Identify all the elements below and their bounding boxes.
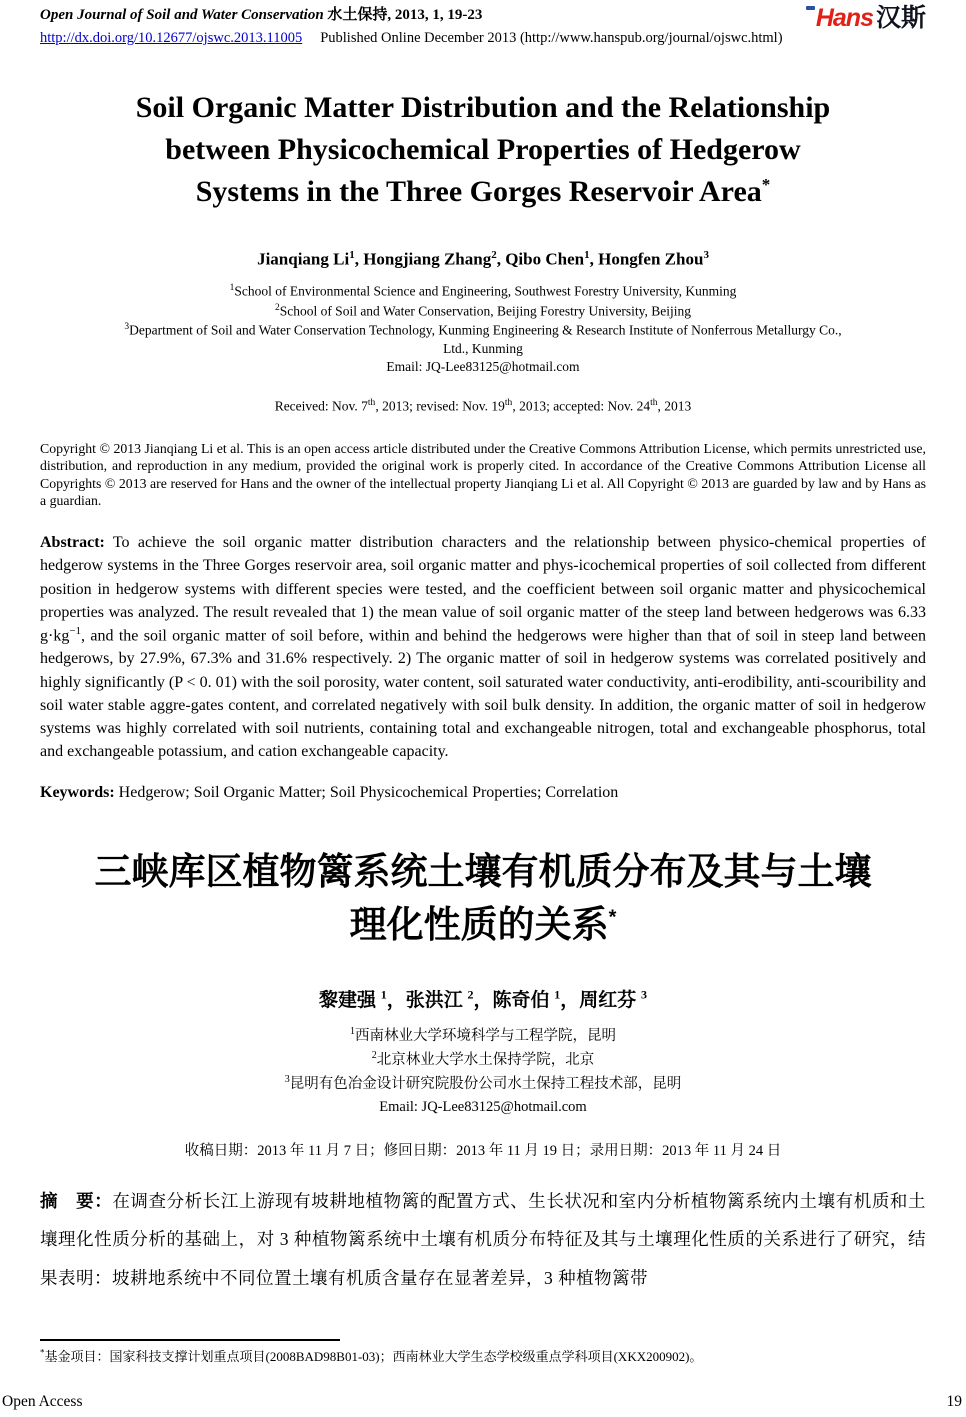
author-name: , Hongjiang Zhang — [354, 249, 492, 269]
affiliations-block-zh — [40, 1024, 926, 1119]
affiliation-mark: 2 — [274, 302, 280, 313]
page-footer — [2, 1393, 962, 1411]
hans-logo-zh: 汉斯 — [875, 4, 926, 32]
affiliation-text: School of Soil and Water Conservation, Beijing Forestry University, Beijing — [279, 303, 692, 318]
affiliation-mark: 3 — [124, 321, 130, 332]
affiliation-line-zh — [40, 1072, 926, 1096]
copyright-notice: Copyright © 2013 Jianqiang Li et al. This is an open access article distributed under the Creative Commons Attribution License, which permits unrestricted use, distribution, and reproduction in any medium, provided the original work is properly cited. In accordance of the Creative Commons Attribution License all Copyrights © 2013 are reserved for Hans and the owner of the intellectual property Jianqiang Li et al. All Copyright © 2013 are guarded by law and by Hans as a guardian. — [40, 440, 926, 509]
author-affil-mark: 1 — [554, 988, 561, 1003]
page-number: 19 — [946, 1393, 962, 1410]
journal-header-left — [40, 4, 783, 50]
hans-logo-red: Hans — [815, 4, 873, 32]
affiliation-text-zh: 西南林业大学环境科学与工程学院，昆明 — [355, 1028, 616, 1045]
affiliation-mark: 2 — [371, 1050, 377, 1062]
funding-footnote — [40, 1346, 926, 1365]
affiliations-block — [40, 282, 926, 377]
keywords-text: Hedgerow; Soil Organic Matter; Soil Physicochemical Properties; Correlation — [118, 784, 619, 802]
ordinal-sup: th — [504, 398, 513, 408]
author-name-zh: 黎建强 — [318, 990, 381, 1012]
published-online-text: Published Online December 2013 (http://www.hanspub.org/journal/ojswc.html) — [320, 30, 783, 47]
article-title-footnote-mark: * — [761, 174, 771, 194]
affiliation-text-zh: 昆明有色冶金设计研究院股份公司水土保持工程技术部，昆明 — [289, 1076, 682, 1093]
abstract-text: , and the soil organic matter of soil before, within and behind the hedgerows were higher than that of soil in steep land between hedgerows, by 27.9%, 67.3% and 31.6% respectively. 2) The organic matter of soil in hedgerow systems was correlated positively and highly significantly (P < 0. 01) with the soil porosity, water content, soil saturated water conductivity, anti-erodibility, anti-scouribility and soil water stable aggre-gates content, and correlated negatively with soil bulk density. In addition, the organic matter of soil in hedgerow systems was highly correlated with soil nutrients, containing total and exchangeable nitrogen, total and exchangeable phosphorus, total and exchangeable potassium, and cation exchangeable capacity. — [40, 627, 926, 761]
author-affil-mark: 2 — [491, 248, 497, 261]
abstract-paragraph-zh — [40, 1182, 926, 1299]
author-affil-mark: 3 — [641, 988, 648, 1003]
footnote-area — [40, 1339, 926, 1365]
affiliation-line — [40, 340, 926, 359]
author-name: , Hongfen Zhou — [589, 249, 704, 269]
article-title-zh-line2: 理化性质的关系 — [349, 903, 609, 945]
abstract-label: Abstract: — [40, 534, 105, 552]
publication-line — [40, 27, 783, 49]
ordinal-sup: th — [650, 398, 658, 408]
hans-logo — [806, 4, 926, 31]
journal-title-en: Open Journal of Soil and Water Conservation — [40, 7, 324, 23]
journal-title-line — [40, 4, 783, 27]
affiliation-line-zh — [40, 1048, 926, 1072]
received-text: , 2013; revised: Nov. 19 — [375, 398, 505, 414]
affiliation-text: School of Environmental Science and Engineering, Southwest Forestry University, Kunming — [234, 283, 737, 299]
author-affil-mark: 2 — [467, 988, 474, 1003]
article-title-zh — [40, 846, 926, 951]
affiliation-mark: 1 — [350, 1026, 355, 1038]
article-title-line2: between Physicochemical Properties of Hedgerow — [165, 132, 801, 166]
footnote-separator — [40, 1339, 340, 1341]
footnote-text: 基金项目：国家科技支撑计划重点项目(2008BAD98B01-03)；西南林业大学生态学校级重点学科项目(XKX200902)。 — [44, 1349, 703, 1364]
author-name-zh: ，陈奇伯 — [473, 990, 555, 1012]
ordinal-sup: th — [367, 398, 376, 408]
author-name-zh: ，张洪江 — [386, 990, 468, 1012]
article-title-zh-footnote-mark: * — [608, 906, 617, 929]
article-title-line3: Systems in the Three Gorges Reservoir Area — [195, 174, 762, 208]
keywords-line — [40, 784, 926, 802]
author-name: Jianqiang Li — [257, 249, 350, 269]
author-name: , Qibo Chen — [496, 249, 585, 269]
journal-title-zh: 水土保持, 2013, 1, 19-23 — [323, 7, 483, 23]
abstract-paragraph — [40, 531, 926, 763]
received-text: , 2013; accepted: Nov. 24 — [512, 398, 651, 414]
affiliation-line — [40, 282, 926, 301]
abstract-text-zh: 在调查分析长江上游现有坡耕地植物篱的配置方式、生长状况和室内分析植物篱系统内土壤有机质和土壤理化性质分析的基础上，对 3 种植物篱系统中土壤有机质分布特征及其与土壤理化性质的关系进行了研究，结果表明：坡耕地系统中不同位置土壤有机质含量存在显著差异，3 种植物篱带 — [40, 1190, 927, 1289]
affiliation-line — [40, 358, 926, 377]
affiliation-mark: 3 — [284, 1074, 290, 1086]
received-text: , 2013 — [657, 398, 692, 414]
hans-logo-accent-icon — [806, 6, 815, 10]
author-name-zh: ，周红芬 — [560, 990, 642, 1012]
received-dates-line — [40, 398, 926, 415]
author-affil-mark: 3 — [703, 248, 709, 261]
abstract-label-zh: 摘 要： — [40, 1190, 113, 1211]
keywords-label: Keywords: — [40, 784, 115, 802]
received-dates-line-zh: 收稿日期：2013 年 11 月 7 日；修回日期：2013 年 11 月 19 日；录用日期：2013 年 11 月 24 日 — [184, 1142, 782, 1159]
exponent-sup: −1 — [69, 624, 82, 637]
author-affil-mark: 1 — [349, 248, 355, 261]
open-access-label: Open Access — [2, 1393, 83, 1410]
author-affil-mark: 1 — [584, 248, 590, 261]
affiliation-text: Department of Soil and Water Conservation Technology, Kunming Engineering & Research Institute of Nonferrous Metallurgy Co., — [129, 322, 842, 338]
doi-link[interactable]: http://dx.doi.org/10.12677/ojswc.2013.11005 — [40, 30, 303, 47]
received-text: Received: Nov. 7 — [274, 398, 368, 414]
article-title-line1: Soil Organic Matter Distribution and the Relationship — [135, 90, 831, 124]
footnote-mark: * — [40, 1347, 45, 1358]
affiliation-mark: 1 — [229, 283, 235, 294]
affiliation-line — [40, 321, 926, 340]
affiliation-text-zh: 北京林业大学水土保持学院，北京 — [376, 1052, 595, 1069]
article-title-zh-line1: 三峡库区植物篱系统土壤有机质分布及其与土壤 — [94, 851, 872, 893]
affiliation-line — [40, 302, 926, 321]
authors-line — [40, 249, 926, 270]
affiliation-line-zh — [40, 1024, 926, 1048]
email-text: Email: JQ-Lee83125@hotmail.com — [379, 1099, 587, 1116]
affiliation-line-zh — [40, 1096, 926, 1119]
email-text: Email: JQ-Lee83125@hotmail.com — [386, 359, 580, 375]
author-affil-mark: 1 — [380, 988, 387, 1003]
article-title — [40, 87, 926, 213]
affiliation-text: Ltd., Kunming — [443, 340, 523, 356]
abstract-text: To achieve the soil organic matter distribution characters and the relationship between physico-chemical properties of hedgerow systems in the Three Gorges reservoir area, soil organic matter and phys-icochemical properties of soil collected from different position in hedgerow systems with different species were tested, and the coefficient between soil organic matter and physicochemical properties was analyzed. The result revealed that 1) the mean value of soil organic matter of the steep land between hedgerows was 6.33 g·kg — [40, 534, 927, 645]
authors-line-zh — [40, 985, 926, 1012]
journal-header — [40, 4, 926, 50]
